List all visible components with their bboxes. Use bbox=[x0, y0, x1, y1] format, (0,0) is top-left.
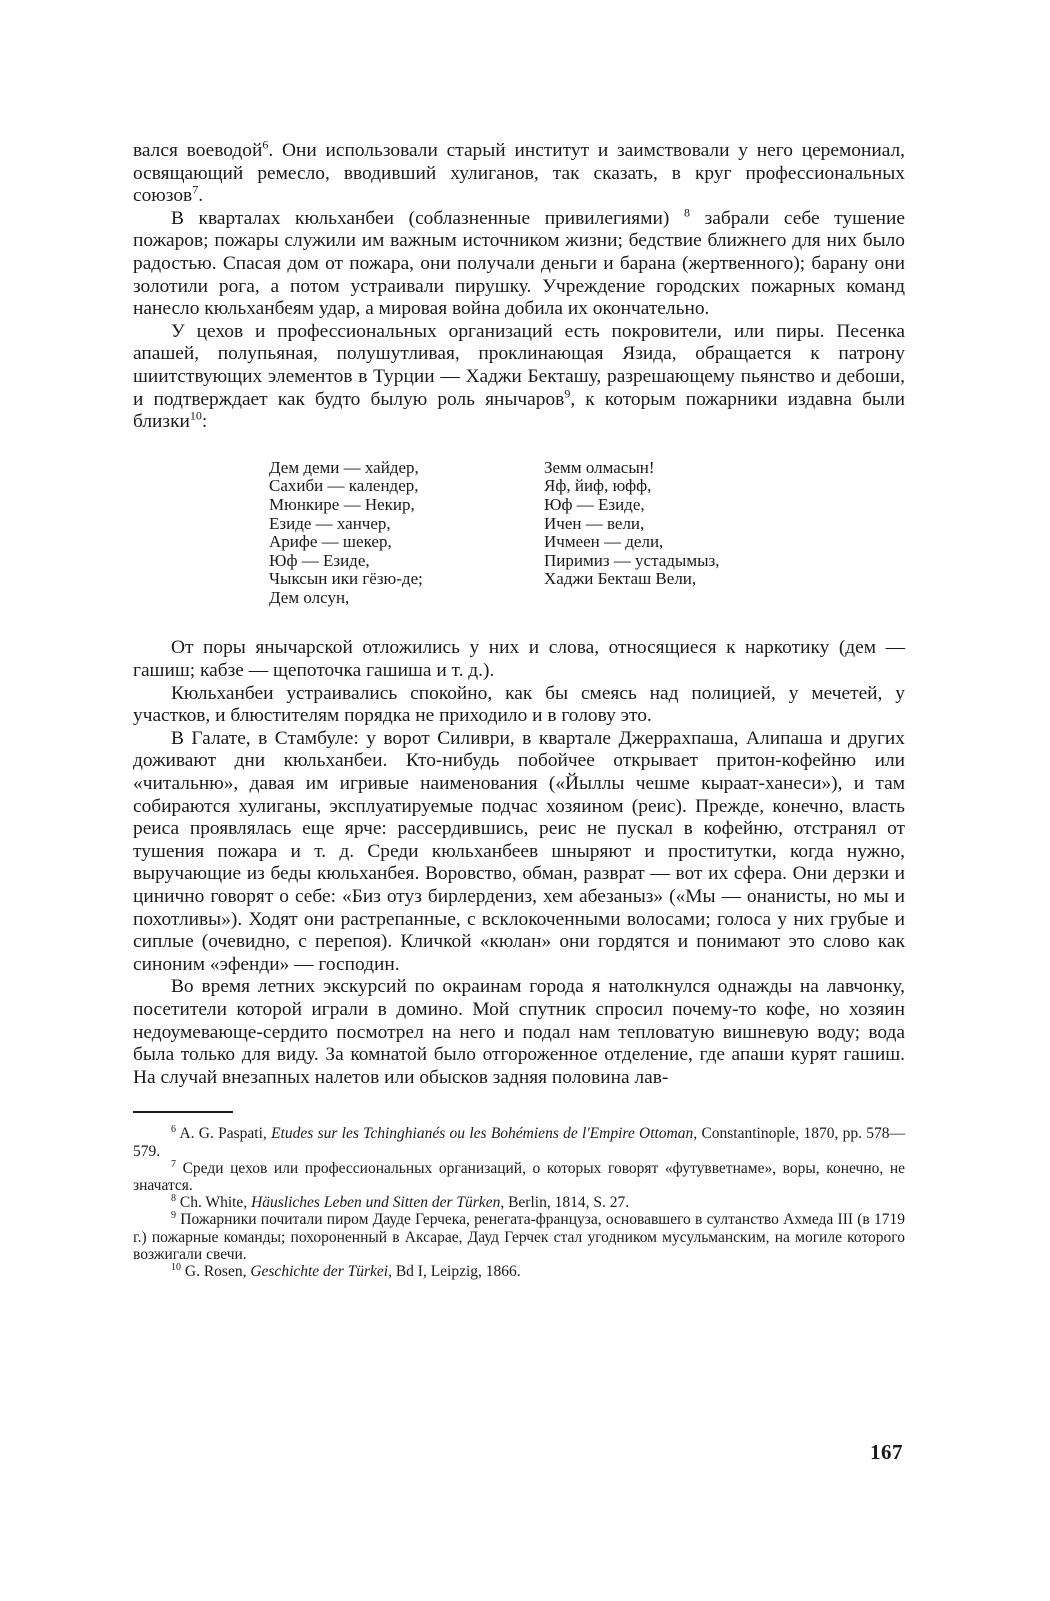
poem-line: Арифе — шекер, bbox=[269, 532, 392, 552]
text-run: . Они использовали старый институт и заимствовали у него церемониал, освящающий ремесло, вводивший хулиганов, так сказать, в круг профессиональных союзов bbox=[133, 140, 905, 207]
text-run: вался воеводой bbox=[133, 140, 263, 161]
footnote-ref: 6 bbox=[262, 137, 269, 152]
page-content bbox=[133, 137, 906, 1280]
paragraph: От поры янычарской отложились у них и слова, относящиеся к наркотику (дем — гашиш; кабзе — щепоточка гашиша и т. д.). bbox=[133, 637, 905, 682]
poem-line: Хаджи Бекташ Вели, bbox=[544, 569, 697, 589]
footnote-author: G. Rosen, bbox=[184, 1262, 247, 1280]
paragraph bbox=[133, 205, 905, 321]
footnote-number: 8 bbox=[171, 1193, 176, 1204]
poem-line: Яф, йиф, юфф, bbox=[544, 476, 652, 496]
footnote bbox=[133, 1211, 905, 1263]
footnote-text: Пожарники почитали пиром Дауде Герчека, ренегата-француза, основавшего в султанство Ахмеда III (в 1719 г.) пожарные команды; похороненный в Аксарае, Дауд Герчек стал угодником мусульманским, на могиле которого возжигали свечи. bbox=[133, 1211, 906, 1263]
footnote-title: Geschichte der Türkei, bbox=[250, 1262, 392, 1280]
footnote-ref: 7 bbox=[192, 182, 199, 197]
paragraph bbox=[133, 321, 905, 434]
footnotes bbox=[133, 1125, 905, 1280]
text-run: : bbox=[201, 411, 208, 433]
text-run: У цехов и профессиональных организаций есть покровители, или пиры. Песенка апашей, полупьяная, полушутливая, проклинающая Язида, обращается к патрону шиитствующих элементов в Турции — Хаджи Бекташу, разрешающему пьянство и дебоши, и подтверждает как будто былую роль янычаров bbox=[133, 320, 905, 410]
footnote-author: Ch. White, bbox=[179, 1194, 248, 1212]
footnote-ref: 10 bbox=[189, 408, 202, 423]
poem-line: Ичен — вели, bbox=[544, 513, 645, 533]
poem-line: Чыксын ики гёзю-де; bbox=[269, 569, 423, 589]
text-run: забрали себе тушение пожаров; пожары служили им важным источником жизни; бедствие ближнего для них было радостью. Спасая дом от пожара, они получали деньги и барана (жертвенного); барану они золотили рога, а потом устраивали пирушку. Учреждение городских пожарных команд нанесло кюльханбеям удар, а мировая война добила их окончательно. bbox=[133, 207, 905, 320]
poem bbox=[133, 459, 905, 608]
text-run: , к которым пожарники издавна были близки bbox=[133, 388, 906, 433]
paragraph: Кюльханбеи устраивались спокойно, как бы смеясь над полицией, у мечетей, у участков, и блюстителям порядка не приходило и в голову это. bbox=[133, 682, 905, 727]
footnote-author: A. G. Paspati, bbox=[179, 1125, 267, 1143]
footnote-divider bbox=[133, 1111, 233, 1113]
footnote-text: Constantinople, 1870, pp. 578—579. bbox=[133, 1125, 906, 1160]
text-run: . bbox=[198, 185, 204, 207]
text-run: В кварталах кюльханбеи (соблазненные привилегиями) bbox=[171, 207, 670, 229]
footnote-number: 7 bbox=[171, 1158, 176, 1170]
paragraph: В Галате, в Стамбуле: у ворот Силиври, в квартале Джеррахпаша, Алипаша и других доживают дни кюльханбеи. Кто-нибудь побойчее открывает притон-кофейню или «читальню», давая им игривые наименования («Йыллы чешме кыраат-ханеси»), и там собираются хулиганы, эксплуатируемые подчас хозяином (реис). Прежде, конечно, власть реиса проявлялась еще ярче: рассердившись, реис не пускал в кофейню, отстранял от тушения пожара и т. д. Среди кюльханбеев шныряют и проститутки, когда нужно, выручающие из беды кюльханбея. Воровство, обман, разврат — вот их сфера. Они дерзки и цинично говорят о себе: «Биз отуз бирлердениз, хем абезаныз» («Мы — онанисты, но мы и похотливы»). Ходят они растрепанные, с всклокоченными волосами; голоса у них грубые и сиплые (очевидно, с перепоя). Кличкой «кюлан» они гордятся и понимают это слово как синоним «эфенди» — господин. bbox=[133, 727, 905, 975]
poem-line: Земм олмасын! bbox=[544, 457, 655, 477]
paragraph: Во время летних экскурсий по окраинам города я натолкнулся однажды на лавчонку, посетители которой играли в домино. Мой спутник спросил почему-то кофе, но хозяин недоумевающе-сердито посмотрел на него и подал нам тепловатую вишневую воду; вода была только для виду. За комнатой было отгороженное отделение, где апаши курят гашиш. На случай внезапных налетов или обысков задняя половина лав- bbox=[133, 976, 905, 1088]
footnote-text: Berlin, 1814, S. 27. bbox=[508, 1194, 630, 1212]
footnote bbox=[133, 1263, 905, 1280]
poem-line: Юф — Езиде, bbox=[544, 494, 645, 514]
poem-line: Дем деми — хайдер, bbox=[269, 457, 419, 477]
paragraph bbox=[133, 137, 905, 208]
footnote-ref: 8 bbox=[683, 205, 690, 220]
poem-line: Дем олсун, bbox=[269, 587, 350, 607]
poem-line: Сахиби — календер, bbox=[269, 476, 419, 496]
poem-line: Ичмеен — дели, bbox=[544, 532, 664, 552]
footnote-title: Etudes sur les Tchinghianés ou les Bohémiens de l'Empire Ottoman, bbox=[271, 1125, 698, 1143]
poem-line: Мюнкире — Некир, bbox=[269, 494, 415, 514]
poem-column-left bbox=[269, 459, 544, 608]
footnote bbox=[133, 1194, 905, 1211]
page-number: 167 bbox=[870, 1440, 903, 1464]
footnote bbox=[133, 1125, 905, 1159]
poem-line: Пиримиз — устадымыз, bbox=[544, 550, 720, 570]
footnote-number: 6 bbox=[171, 1124, 176, 1136]
footnote-text: Среди цехов или профессиональных организаций, о которых говорят «футувветнаме», воры, конечно, не значатся. bbox=[133, 1159, 905, 1194]
footnote-ref: 9 bbox=[564, 386, 571, 401]
footnote-number: 9 bbox=[171, 1210, 176, 1222]
footnote-text: Bd I, Leipzig, 1866. bbox=[395, 1262, 521, 1280]
main-text-continued bbox=[133, 637, 905, 1089]
footnote bbox=[133, 1160, 905, 1194]
footnote-title: Häusliches Leben und Sitten der Türken, bbox=[251, 1194, 505, 1212]
poem-column-right bbox=[544, 459, 819, 608]
main-text bbox=[133, 137, 906, 434]
poem-line: Юф — Езиде, bbox=[269, 550, 370, 570]
poem-line: Езиде — ханчер, bbox=[269, 513, 391, 533]
footnote-number: 10 bbox=[171, 1261, 181, 1273]
